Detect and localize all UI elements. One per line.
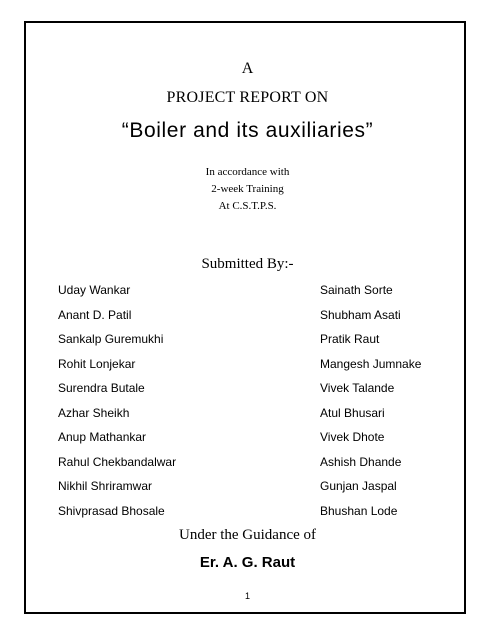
member-name: Ashish Dhande [320,454,402,469]
member-name: Rahul Chekbandalwar [58,454,177,469]
member-name: Anant D. Patil [58,307,132,322]
member-name: Atul Bhusari [320,405,385,420]
member-name: Shubham Asati [320,307,401,322]
member-name: Shivprasad Bhosale [58,503,165,518]
member-name: Mangesh Jumnake [320,356,422,371]
member-name: Gunjan Jaspal [320,479,397,493]
member-name: Vivek Talande [320,381,395,395]
member-list-left [58,281,176,526]
guidance-heading: Under the Guidance of [178,527,317,543]
member-name: Anup Mathankar [58,430,147,444]
member-name: Surendra Butale [58,381,145,395]
guide-name: Er. A. G. Raut [199,554,296,571]
member-list-right [320,281,421,526]
member-name: Azhar Sheikh [58,405,130,420]
page-number: 1 [244,591,250,601]
training-text: 2-week Training [211,183,284,195]
member-name: Vivek Dhote [320,430,385,444]
member-name: Bhushan Lode [320,503,398,518]
report-heading: PROJECT REPORT ON [166,89,329,106]
place-text: At C.S.T.P.S. [218,200,277,212]
report-title: “Boiler and its auxiliaries” [121,119,374,142]
member-name: Sankalp Guremukhi [58,332,164,346]
accordance-text: In accordance with [205,166,290,178]
member-name: Pratik Raut [320,332,380,346]
submitted-by-heading: Submitted By:- [201,256,294,272]
member-name: Rohit Lonjekar [58,356,136,371]
member-name: Uday Wankar [58,283,131,297]
member-name: Nikhil Shriramwar [58,479,153,493]
member-name: Sainath Sorte [320,283,393,297]
letter-a: A [241,60,254,77]
